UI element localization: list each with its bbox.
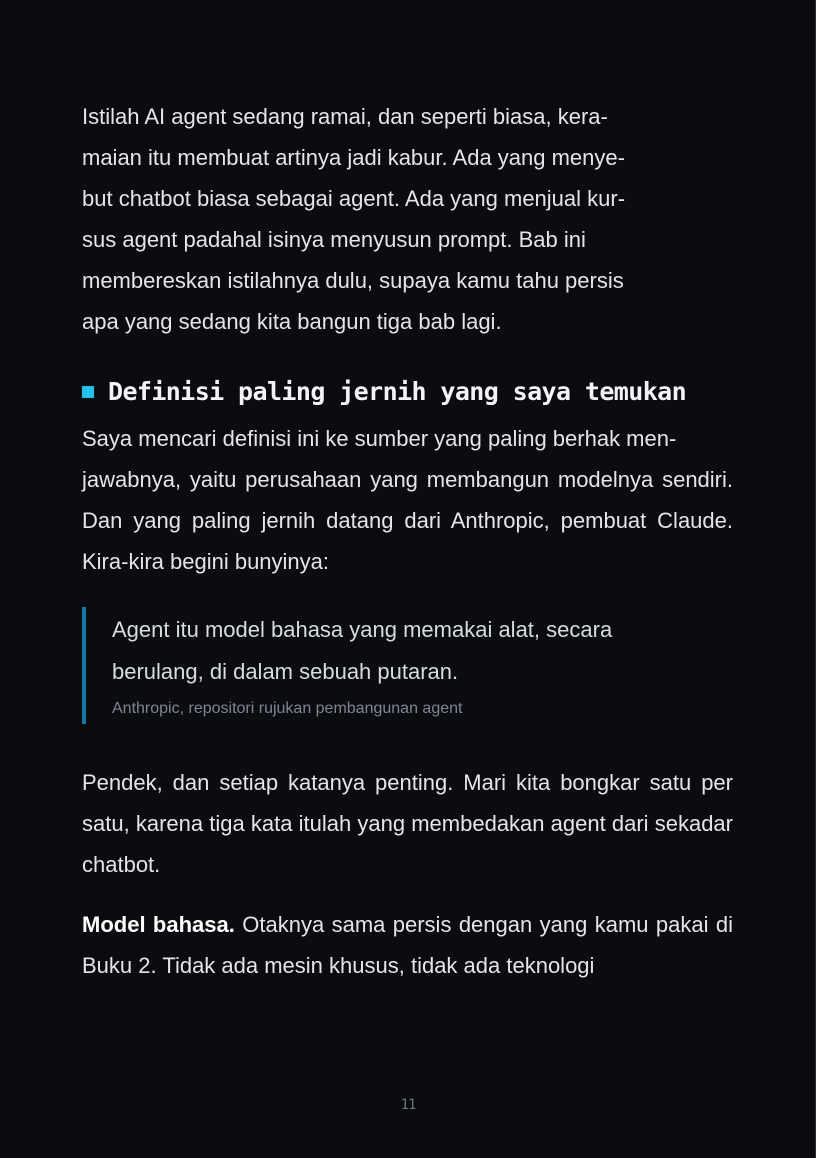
definition-paragraph: Saya mencari definisi ini ke sumber yang paling berhak men- jawabnya, yaitu perusahaan yang membangun modelnya sendiri. Dan yang paling jernih datang dari Anthropic, pembuat Claude. Kira-kira begini bunyinya: — [82, 426, 733, 574]
section-heading — [82, 372, 733, 412]
model-paragraph — [82, 904, 733, 986]
blockquote — [82, 607, 733, 724]
quote-text: Agent itu model bahasa yang memakai alat, secara berulang, di dalam sebuah putaran. — [112, 617, 613, 684]
page-content — [82, 96, 733, 986]
square-bullet-icon — [82, 386, 94, 398]
model-description: Otaknya sama persis dengan yang kamu pakai di Buku 2. Tidak ada mesin khusus, tidak ada teknologi — [82, 912, 733, 978]
quote-source: Anthropic, repositori rujukan pembangunan agent — [112, 700, 463, 717]
section-title: Definisi paling jernih yang saya temukan — [108, 377, 687, 406]
model-term: Model bahasa. — [82, 912, 235, 937]
intro-paragraph: Istilah AI agent sedang ramai, dan seperti biasa, kera- maian itu membuat artinya jadi kabur. Ada yang menye- but chatbot biasa sebagai agent. Ada yang menjual kur- sus agent padahal isinya menyusun prompt. Bab ini membereskan istilahnya dulu, supaya kamu tahu persis apa yang sedang kita bangun tiga bab lagi. — [82, 104, 626, 334]
explanation-paragraph: Pendek, dan setiap katanya penting. Mari kita bongkar satu per satu, karena tiga kata itulah yang membedakan agent dari sekadar chatbot. — [82, 770, 733, 877]
page-number: 11 — [400, 1097, 416, 1113]
